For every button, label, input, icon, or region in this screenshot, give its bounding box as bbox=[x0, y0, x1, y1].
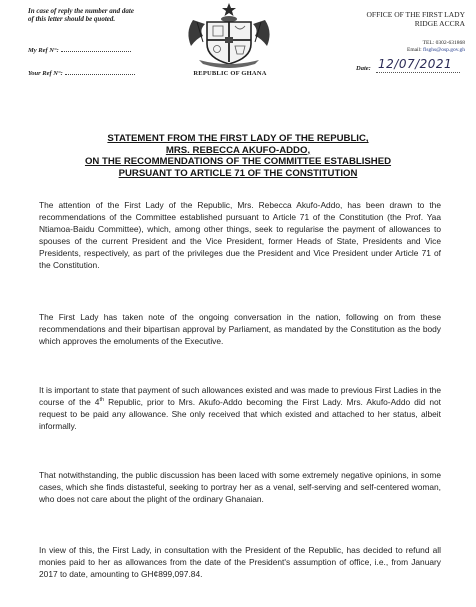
paragraph-3 bbox=[39, 385, 441, 433]
paragraph-4: That notwithstanding, the public discussion has been laced with some extremely negative opinions, in some cases, which she finds distasteful, seeking to portray her as a venal, self-serving and self-centered woman, who does not care about the plight of the ordinary Ghanaian. bbox=[39, 470, 441, 504]
title-line-4: PURSUANT TO ARTICLE 71 OF THE CONSTITUTION bbox=[118, 167, 358, 179]
contact-block bbox=[330, 40, 465, 54]
email-line bbox=[330, 47, 465, 54]
my-ref-field bbox=[28, 46, 131, 54]
my-ref-label: My Ref N°: bbox=[28, 47, 59, 54]
title-line-3: ON THE RECOMMENDATIONS OF THE COMMITTEE ESTABLISHED bbox=[84, 156, 392, 167]
republic-label: REPUBLIC OF GHANA bbox=[193, 70, 267, 77]
coat-of-arms-icon bbox=[183, 2, 275, 68]
title-line-2: MRS. REBECCA AKUFO-ADDO, bbox=[165, 144, 311, 156]
date-value: 12/07/2021 bbox=[378, 57, 453, 71]
date-label: Date: bbox=[356, 65, 371, 72]
telephone: TEL: 0302-631868 bbox=[422, 40, 465, 46]
your-ref-label: Your Ref N°: bbox=[28, 70, 63, 77]
office-address bbox=[320, 10, 465, 28]
your-ref-field bbox=[28, 69, 135, 77]
office-location: RIDGE ACCRA bbox=[414, 19, 465, 28]
title-line-1: STATEMENT FROM THE FIRST LADY OF THE REPUBLIC, bbox=[107, 133, 369, 144]
paragraph-5: In view of this, the First Lady, in consultation with the President of the Republic, has decided to refund all monies paid to her as allowances from the date of the President's assumption of office, i.e., from January 2017 to date, amounting to GH¢899,097.84. bbox=[39, 545, 441, 579]
date-underline bbox=[376, 72, 460, 73]
email-link[interactable]: flsghs@osp.gov.gh bbox=[423, 47, 465, 53]
paragraph-1: The attention of the First Lady of the Republic, Mrs. Rebecca Akufo-Addo, has been drawn to the recommendations of the Committee established pursuant to Article 71 of the Constitution (the Prof. Yaa Ntiamoa-Baidu Committee), which, among other things, seek to regularise the payment of allowances to spouses of the current President and the Vice President, former Heads of State, Presidents and Vice Presidents, respectively, as part of the privileges due the President and Vice President under Article 71 of the Constitution. bbox=[39, 200, 441, 270]
paragraph-3-part-a: It is important to state that payment of such allowances existed and was made to previous First Ladies in the course of the 4 bbox=[39, 385, 441, 407]
paragraph-2: The First Lady has taken note of the ongoing conversation in the nation, following on from these recommendations and their bipartisan approval by Parliament, as mandated by the Constitution as the body which approves the emoluments of the Executive. bbox=[39, 312, 441, 346]
my-ref-blank bbox=[61, 46, 131, 52]
ordinal-suffix: th bbox=[99, 397, 105, 404]
paragraph-3-part-b: Republic, prior to Mrs. Akufo-Addo becoming the First Lady. Mrs. Akufo-Addo did not request to be paid any allowance. She only received that which existed and attached to her status, albeit informally. bbox=[39, 396, 441, 431]
your-ref-blank bbox=[65, 69, 135, 75]
office-name: OFFICE OF THE FIRST LADY bbox=[366, 10, 465, 19]
reply-note: In case of reply the number and date of this letter should be quoted. bbox=[28, 7, 134, 23]
statement-title bbox=[60, 133, 416, 179]
email-label: Email: bbox=[406, 47, 422, 53]
